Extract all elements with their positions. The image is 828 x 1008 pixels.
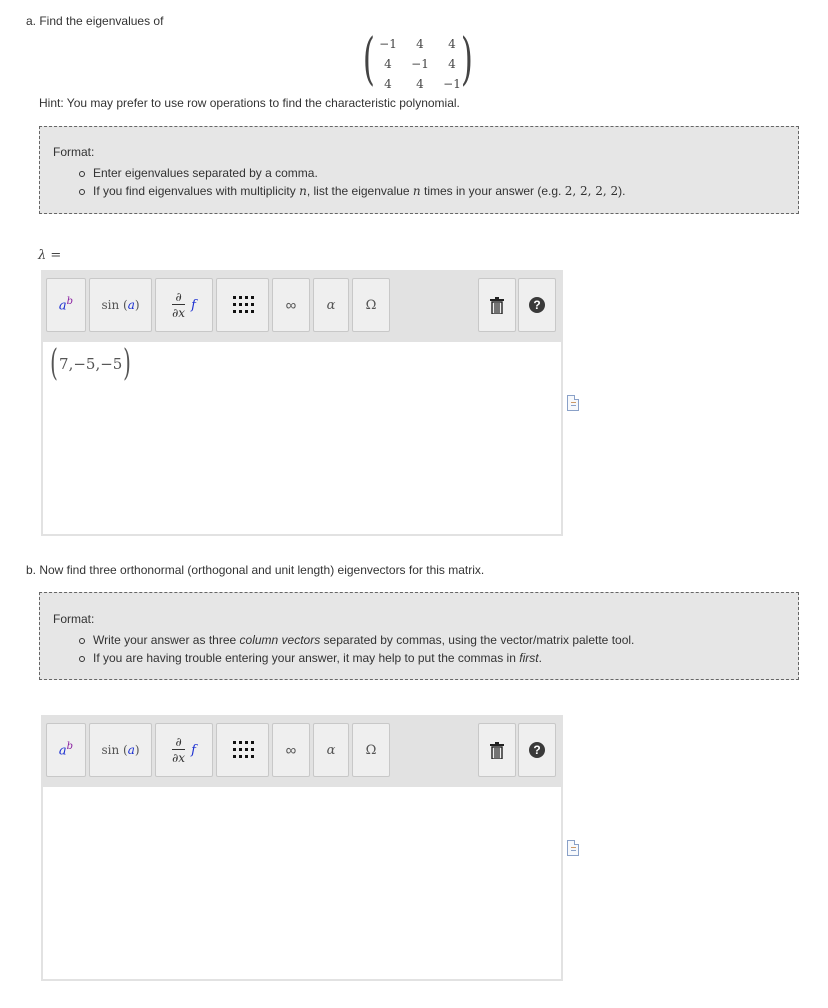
- hint-text: Hint: You may prefer to use row operations to find the characteristic polynomial.: [39, 96, 460, 110]
- answer-expression: ( 7,−5,−5 ): [50, 343, 132, 384]
- matrix-entry: −1: [379, 37, 397, 51]
- help-button[interactable]: [518, 723, 556, 777]
- matrix-entries: [372, 34, 468, 94]
- format-box-b: [39, 592, 799, 680]
- infinity-button[interactable]: [272, 723, 310, 777]
- superscript-icon: $a^b$: [58, 296, 74, 314]
- help-button[interactable]: [518, 278, 556, 332]
- greek-button[interactable]: [313, 278, 349, 332]
- derivative-icon: ∂ ∂x f: [172, 290, 196, 320]
- sine-function-icon: sin (a): [101, 298, 140, 312]
- sine-function-icon: sin (a): [101, 743, 140, 757]
- trash-icon: [490, 742, 504, 759]
- question-b-prompt: b. Now find three orthonormal (orthogonal and unit length) eigenvectors for this matrix.: [26, 563, 485, 577]
- matrix-entry: −1: [443, 77, 461, 91]
- function-button[interactable]: [89, 278, 152, 332]
- format-title: Format:: [53, 145, 95, 159]
- format-item: If you find eigenvalues with multiplicity n, list the eigenvalue n times in your answer (e.g. 2, 2, 2, 2).: [93, 184, 626, 198]
- matrix-entry: 4: [416, 77, 424, 91]
- matrix-entry: −1: [411, 57, 429, 71]
- greek-alpha-icon: α: [326, 297, 336, 313]
- greek-alpha-icon: α: [326, 742, 336, 758]
- eigenvector-answer-input[interactable]: [41, 785, 563, 981]
- coefficient-matrix: ( −1 4 4 4 −1 4 4 4 −1 ): [362, 27, 474, 92]
- math-toolbar-b: [41, 715, 563, 785]
- matrix-entry: 4: [416, 37, 424, 51]
- format-item: Enter eigenvalues separated by a comma.: [93, 164, 626, 182]
- lambda-label: λ =: [38, 248, 62, 263]
- help-icon: ?: [529, 742, 545, 758]
- matrix-button[interactable]: [216, 278, 269, 332]
- omega-symbol-icon: Ω: [365, 297, 377, 313]
- format-item: Write your answer as three column vectors separated by commas, using the vector/matrix palette tool.: [93, 633, 635, 647]
- function-button[interactable]: [89, 723, 152, 777]
- matrix-entry: 4: [384, 57, 392, 71]
- superscript-button[interactable]: [46, 723, 86, 777]
- trash-icon: [490, 297, 504, 314]
- format-box-a: [39, 126, 799, 214]
- infinity-icon: ∞: [285, 296, 297, 314]
- pdf-document-icon[interactable]: [567, 395, 579, 411]
- derivative-button[interactable]: [155, 723, 213, 777]
- matrix-entry: 4: [448, 57, 456, 71]
- matrix-entry: 4: [384, 77, 392, 91]
- format-item: If you are having trouble entering your answer, it may help to put the commas in first.: [93, 649, 634, 667]
- pdf-document-icon[interactable]: [567, 840, 579, 856]
- symbols-button[interactable]: [352, 723, 390, 777]
- superscript-icon: $a^b$: [58, 741, 74, 759]
- symbols-button[interactable]: [352, 278, 390, 332]
- superscript-button[interactable]: [46, 278, 86, 332]
- format-list: [40, 164, 626, 200]
- clear-button[interactable]: [478, 278, 516, 332]
- format-title: Format:: [53, 612, 95, 626]
- derivative-icon: ∂ ∂x f: [172, 735, 196, 765]
- matrix-entry: 4: [448, 37, 456, 51]
- infinity-button[interactable]: [272, 278, 310, 332]
- math-toolbar-a: [41, 270, 563, 340]
- question-a-prompt: a. Find the eigenvalues of: [26, 14, 164, 28]
- eigenvalue-answer-input[interactable]: [41, 340, 563, 536]
- matrix-button[interactable]: [216, 723, 269, 777]
- clear-button[interactable]: [478, 723, 516, 777]
- greek-button[interactable]: [313, 723, 349, 777]
- infinity-icon: ∞: [285, 741, 297, 759]
- format-list: [40, 631, 634, 667]
- matrix-grid-icon: [232, 295, 254, 315]
- help-icon: ?: [529, 297, 545, 313]
- matrix-grid-icon: [232, 740, 254, 760]
- omega-symbol-icon: Ω: [365, 742, 377, 758]
- derivative-button[interactable]: [155, 278, 213, 332]
